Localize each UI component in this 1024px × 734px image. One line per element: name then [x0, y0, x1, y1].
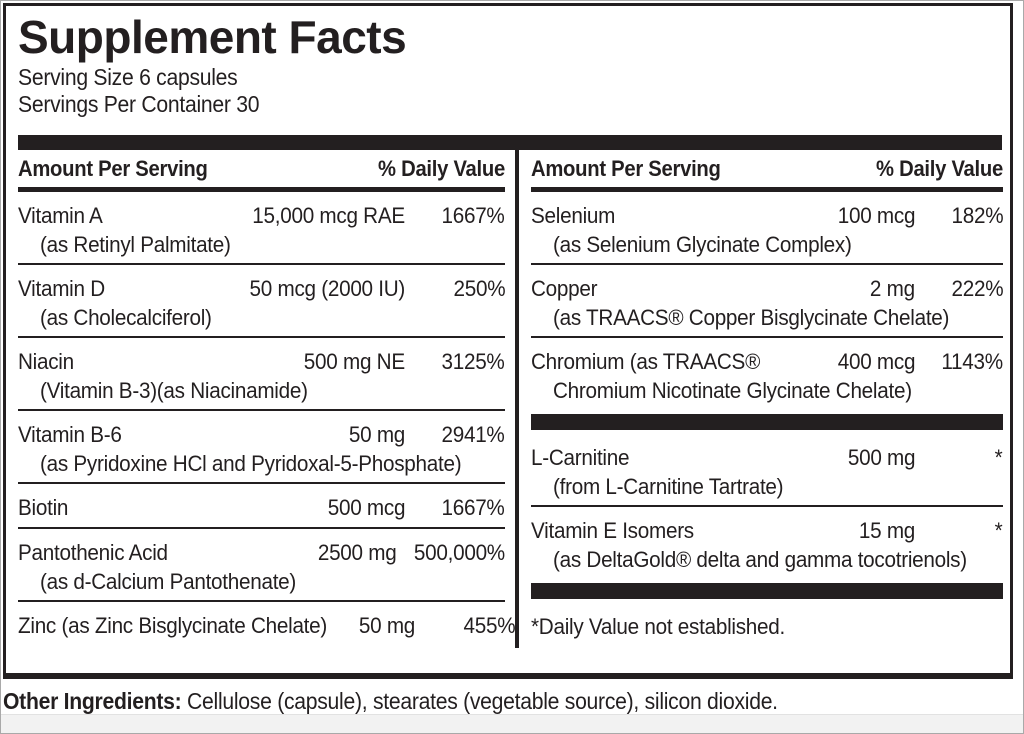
- nutrient-name-cell: [531, 516, 854, 546]
- nutrient-row-main: [531, 201, 1003, 231]
- nutrient-name-cell: [531, 274, 866, 304]
- nutrient-row-main: [531, 443, 1003, 473]
- nutrient-daily-value-cell: [415, 347, 505, 377]
- servings-per-container-line: [18, 91, 1000, 118]
- nutrient-row-main: [18, 611, 515, 641]
- nutrient-daily-value: 1667%: [441, 495, 505, 520]
- daily-value-footnote-text: *Daily Value not established.: [531, 614, 785, 639]
- serving-size-line: [18, 64, 1000, 91]
- nutrient-source-line: [18, 304, 505, 332]
- nutrient-source-line: [531, 473, 1003, 501]
- serving-size-text: Serving Size 6 capsules: [18, 64, 238, 90]
- nutrient-source-line: [531, 546, 1003, 574]
- nutrient-source-text: (from L-Carnitine Tartrate): [553, 474, 784, 499]
- nutrient-name-cell: [531, 201, 831, 231]
- nutrient-row: [18, 265, 505, 338]
- nutrient-daily-value: 2941%: [441, 422, 505, 447]
- nutrient-row: [18, 411, 505, 484]
- nutrient-daily-value: *: [995, 518, 1003, 543]
- nutrient-column-right: [515, 150, 1003, 648]
- nutrient-daily-value-cell: [415, 493, 505, 523]
- nutrient-row-main: [18, 538, 505, 568]
- nutrient-daily-value-cell: [415, 274, 505, 304]
- nutrient-name: Vitamin E Isomers: [531, 518, 694, 543]
- nutrient-amount-cell: [842, 443, 925, 473]
- nutrient-row: [531, 507, 1003, 578]
- nutrient-amount: 2500 mg: [317, 540, 397, 565]
- nutrient-source-text: (as Selenium Glycinate Complex): [553, 232, 852, 257]
- nutrient-source-text: (Vitamin B-3)(as Niacinamide): [40, 378, 308, 403]
- nutrient-row-main: [18, 493, 505, 523]
- nutrient-amount-cell: [854, 516, 925, 546]
- nutrient-row: [531, 434, 1003, 507]
- nutrient-name: Pantothenic Acid: [18, 540, 168, 565]
- header-amount-per-serving: Amount Per Serving: [18, 156, 208, 181]
- nutrient-daily-value: 1667%: [441, 203, 505, 228]
- nutrient-amount: 15,000 mcg RAE: [252, 203, 405, 228]
- nutrient-amount-cell: [866, 274, 925, 304]
- nutrient-source-line: [18, 568, 505, 596]
- other-ingredients-wrap: [3, 686, 778, 716]
- nutrient-amount-cell: [311, 538, 406, 568]
- nutrient-daily-value: 222%: [951, 276, 1003, 301]
- nutrient-daily-value-cell: [925, 274, 1003, 304]
- nutrient-row: [18, 338, 505, 411]
- nutrient-daily-value-cell: [925, 347, 1003, 377]
- nutrient-daily-value: 500,000%: [413, 540, 505, 565]
- nutrient-name: Zinc (as Zinc Bisglycinate Chelate): [18, 613, 328, 638]
- nutrient-row: [18, 529, 505, 602]
- nutrient-source-text: (as d-Calcium Pantothenate): [40, 569, 297, 594]
- nutrient-daily-value: 250%: [453, 276, 505, 301]
- nutrient-amount: 500 mg NE: [303, 349, 405, 374]
- nutrient-amount: 50 mg: [358, 613, 415, 638]
- nutrient-row-main: [18, 274, 505, 304]
- nutrient-amount: 50 mcg (2000 IU): [249, 276, 405, 301]
- daily-value-footnote: [531, 603, 1003, 648]
- nutrient-amount-cell: [236, 274, 415, 304]
- nutrient-source-line: [531, 377, 1003, 405]
- nutrient-source-text: (as Pyridoxine HCl and Pyridoxal-5-Phosphate): [40, 451, 462, 476]
- panel-header: [6, 6, 1010, 118]
- nutrient-row-main: [531, 274, 1003, 304]
- nutrient-row-main: [18, 347, 505, 377]
- nutrient-source-line: [18, 377, 505, 405]
- nutrient-amount-cell: [831, 347, 925, 377]
- nutrient-daily-value-cell: [406, 538, 505, 568]
- nutrient-source-text: (as DeltaGold® delta and gamma tocotrienols): [553, 547, 967, 572]
- nutrient-columns: [18, 150, 1002, 648]
- header-percent-daily-value: % Daily Value: [378, 156, 505, 181]
- nutrient-row-main: [531, 516, 1003, 546]
- nutrient-name: Copper: [531, 276, 598, 301]
- nutrient-amount-cell: [239, 201, 415, 231]
- nutrient-daily-value: 1143%: [941, 349, 1003, 374]
- section-divider-bar: [531, 414, 1003, 430]
- nutrient-source-text: (as Retinyl Palmitate): [40, 232, 231, 257]
- nutrient-source-line: [18, 450, 505, 478]
- nutrient-row: [531, 265, 1003, 338]
- nutrient-source-text: (as Cholecalciferol): [40, 305, 212, 330]
- other-ingredients-text: Cellulose (capsule), stearates (vegetable source), silicon dioxide.: [181, 688, 778, 714]
- nutrient-source-text: (as TRAACS® Copper Bisglycinate Chelate): [553, 305, 950, 330]
- column-header: [531, 150, 1003, 192]
- nutrient-amount-cell: [354, 611, 425, 641]
- other-ingredients-line: [3, 686, 1023, 716]
- nutrient-name-cell: [18, 274, 236, 304]
- nutrient-name-cell: [18, 611, 354, 641]
- nutrient-row-main: [18, 420, 505, 450]
- nutrient-amount: 15 mg: [858, 518, 915, 543]
- nutrient-row: [18, 602, 515, 645]
- nutrient-row: [18, 192, 505, 265]
- nutrient-name-cell: [18, 347, 295, 377]
- servings-per-container-text: Servings Per Container 30: [18, 91, 260, 117]
- nutrient-daily-value: 182%: [951, 203, 1003, 228]
- nutrient-amount-cell: [295, 347, 415, 377]
- nutrient-row: [18, 484, 505, 529]
- header-percent-daily-value: % Daily Value: [875, 156, 1003, 181]
- nutrient-daily-value: 3125%: [441, 349, 505, 374]
- nutrient-column-left: [18, 150, 515, 648]
- nutrient-amount-cell: [344, 420, 415, 450]
- nutrient-rows-right: [531, 192, 1003, 648]
- nutrient-row-main: [18, 201, 505, 231]
- nutrient-name-cell: [531, 347, 831, 377]
- nutrient-row: [531, 338, 1003, 409]
- nutrient-rows-left: [18, 192, 515, 645]
- nutrient-name: Vitamin B-6: [18, 422, 122, 447]
- nutrient-daily-value-cell: [925, 201, 1003, 231]
- supplement-facts-panel: [3, 3, 1013, 679]
- nutrient-name: L-Carnitine: [531, 445, 630, 470]
- nutrient-row: [531, 192, 1003, 265]
- nutrient-daily-value-cell: [925, 516, 1003, 546]
- nutrient-amount: 2 mg: [869, 276, 915, 301]
- section-divider-bar: [531, 583, 1003, 599]
- nutrient-source-text: Chromium Nicotinate Glycinate Chelate): [553, 378, 912, 403]
- nutrient-daily-value-cell: [425, 611, 515, 641]
- nutrient-row-main: [531, 347, 1003, 377]
- nutrient-daily-value: 455%: [463, 613, 515, 638]
- nutrient-name: Vitamin D: [18, 276, 105, 301]
- panel-title: Supplement Facts: [18, 11, 407, 63]
- header-amount-per-serving: Amount Per Serving: [531, 156, 721, 181]
- nutrient-amount: 100 mcg: [837, 203, 915, 228]
- nutrient-amount: 400 mcg: [837, 349, 915, 374]
- nutrient-source-line: [18, 231, 505, 259]
- column-header: [18, 150, 505, 192]
- nutrient-amount: 500 mcg: [327, 495, 405, 520]
- other-ingredients-label: Other Ingredients:: [3, 688, 182, 714]
- nutrient-name: Biotin: [18, 495, 69, 520]
- nutrient-daily-value-cell: [415, 201, 505, 231]
- header-divider-bar: [18, 135, 1002, 150]
- nutrient-amount-cell: [831, 201, 925, 231]
- nutrient-name-cell: [18, 538, 311, 568]
- nutrient-name-cell: [18, 201, 239, 231]
- nutrient-amount: 500 mg: [847, 445, 915, 470]
- nutrient-name: Selenium: [531, 203, 616, 228]
- nutrient-daily-value: *: [995, 445, 1003, 470]
- nutrient-source-line: [531, 304, 1003, 332]
- nutrient-amount-cell: [321, 493, 415, 523]
- nutrient-source-line: [531, 231, 1003, 259]
- nutrient-amount: 50 mg: [348, 422, 405, 447]
- bottom-background-strip: [1, 714, 1023, 733]
- nutrient-name-cell: [531, 443, 842, 473]
- nutrient-name-cell: [18, 493, 321, 523]
- nutrient-name: Chromium (as TRAACS®: [531, 349, 761, 374]
- nutrient-name-cell: [18, 420, 344, 450]
- nutrient-daily-value-cell: [925, 443, 1003, 473]
- nutrient-name: Niacin: [18, 349, 74, 374]
- nutrient-daily-value-cell: [415, 420, 505, 450]
- nutrient-name: Vitamin A: [18, 203, 103, 228]
